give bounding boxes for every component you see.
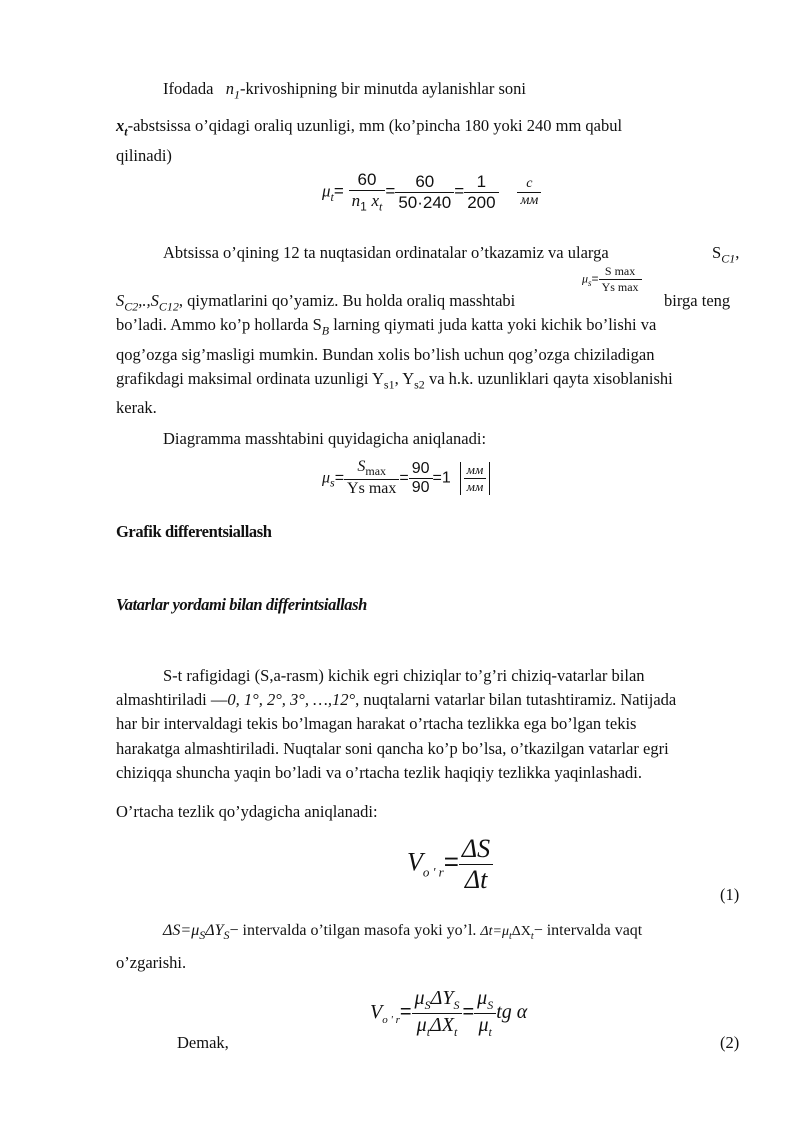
equals: = <box>385 181 396 201</box>
den-x: x <box>371 191 380 210</box>
paragraph-delta <box>163 922 642 943</box>
dy-sub: S <box>223 928 230 943</box>
text-line3-rest: larning qiymati juda katta yoki kichik bo’lishi va <box>329 315 657 334</box>
fraction-denominator: Ys max <box>601 280 639 294</box>
dash: − <box>533 922 543 939</box>
paragraph-ifodada <box>163 76 526 107</box>
fraction-numerator <box>474 987 496 1014</box>
v-sub: o ' r <box>422 864 444 880</box>
text-line3: bo’ladi. Ammo ko’p hollarda S <box>116 315 322 334</box>
paragraph-diagramma <box>163 426 486 451</box>
text-line1: S-t rafigidagi (S,a-rasm) kichik egri chiziqlar to’g’ri chiziq-vatarlar bilan <box>163 666 645 685</box>
dt-sub: t <box>509 931 512 943</box>
text2: intervalda vaqt <box>546 922 643 939</box>
fraction-numerator: 1 <box>464 172 498 193</box>
text-line5: chiziqqa shuncha yaqin bo’ladi va o’rtacha tezlik haqiqiy tezlikka yaqinlashadi. <box>116 762 642 782</box>
mu: μ <box>416 1014 427 1036</box>
fraction-denominator: Ys max <box>347 480 397 498</box>
fraction-smax-ysmax <box>344 458 399 498</box>
formula-mu-s: $\mu_s=$ $\frac{S_{max}}{\text{Ys max}}$ = $\frac{90}{90}$ =1 $\frac{мм}{мм}$ <box>322 458 490 498</box>
mu-sub: S <box>487 998 494 1012</box>
text-line4: harakatga almashtiriladi. Nuqtalar soni qancha ko’p bo’lsa, o’tkazilgan vatarlar egri <box>116 738 669 758</box>
mu-sub: s <box>588 278 592 289</box>
text-line3: har bir intervaldagi tekis bo’lmagan harakat o’rtacha tezlikka ega bo’lgan tekis <box>116 714 637 734</box>
v-letter: V <box>370 1001 383 1024</box>
points-list: 0, 1°, 2°, 3°, …,12° <box>227 690 356 710</box>
unit-mm-mm <box>464 462 487 495</box>
fraction-numerator: 60 <box>395 172 454 193</box>
text-line6: kerak. <box>116 398 157 418</box>
mu: μ <box>477 987 488 1009</box>
text-end: birga teng <box>664 291 731 310</box>
text-line4: qog’ozga sig’masligi mumkin. Bundan xolis bo’lish uchun qog’ozga chiziladigan <box>116 344 655 364</box>
var-x-sub: t <box>124 124 128 139</box>
v-sub: o ' r <box>382 1014 400 1027</box>
separator: ,., <box>138 291 151 310</box>
s-letter: S <box>357 458 366 475</box>
paragraph-ortacha <box>116 799 378 824</box>
s-sub: C1 <box>721 251 736 266</box>
text-birga-teng <box>664 288 730 313</box>
equals: = <box>333 181 344 201</box>
text-line2: , qiymatlarini qo’yamiz. Bu holda oraliq masshtabi <box>178 291 516 310</box>
text-line2: qilinadi) <box>116 145 172 165</box>
equals: = <box>454 181 465 201</box>
ys2-sub: s2 <box>414 377 425 391</box>
dy-expr: ΔY <box>205 922 224 939</box>
formula-v-or: $V_{o ' r}=$ $\frac{\Delta S}{\Delta t}$ <box>407 834 493 895</box>
fraction-denominator: Δt <box>464 865 488 894</box>
fraction-denominator <box>412 1014 463 1040</box>
fraction-numerator <box>412 987 463 1014</box>
mu: μ <box>414 987 425 1009</box>
mu-symbol: μ <box>322 181 331 201</box>
mu: μ <box>478 1014 489 1036</box>
fraction-numerator: ΔS <box>459 834 493 865</box>
fraction-60-50x240 <box>395 172 454 213</box>
unit-c-mm <box>517 176 541 209</box>
v-letter: V <box>407 847 423 877</box>
text-line5a: grafikdagi maksimal ordinata uzunligi Y <box>116 368 384 388</box>
text-line1: Abtsissa o’qining 12 ta nuqtasidan ordinatalar o’tkazamiz va ularga <box>163 243 609 262</box>
den-x-sub: t <box>379 199 383 214</box>
mu-sub: S <box>424 998 431 1012</box>
text-line5b: , Y <box>394 368 415 388</box>
text-line2b: , nuqtalarni vatarlar bilan tutashtiramiz. Natijada <box>355 690 677 710</box>
text-demak: Demak, <box>177 1033 229 1052</box>
text-intro: Ifodada <box>163 79 214 98</box>
heading-grafik: Grafik differentsiallash <box>116 522 272 541</box>
text-rest: -krivoshipning bir minutda aylanishlar soni <box>240 79 526 98</box>
s-letter: S <box>712 243 722 262</box>
text-line2a: almashtiriladi — <box>116 690 228 710</box>
fraction-ds-dt <box>459 834 493 895</box>
equation-number-2: (2) <box>720 1033 740 1052</box>
fraction-mus-dys-mut-dxt <box>412 987 463 1040</box>
ds-expr: ΔS=μ <box>163 922 200 939</box>
dx-expr: ΔX <box>511 924 531 939</box>
text1: intervalda o’tilgan masofa yoki yo’l. <box>242 922 477 939</box>
fraction-1-200 <box>464 172 498 213</box>
text: Diagramma masshtabini quyidagicha aniqlanadi: <box>163 429 487 448</box>
fraction-denominator <box>474 1014 496 1040</box>
ds-sub: S <box>199 928 206 943</box>
fraction-numerator <box>344 458 399 480</box>
fraction-numerator: 90 <box>409 460 433 479</box>
s-sub: C2 <box>124 299 139 314</box>
var-n-sub: 1 <box>234 87 241 102</box>
unit-bracket <box>460 462 491 495</box>
fraction-denominator: 90 <box>411 478 430 496</box>
paragraph-abtsissa-line1 <box>163 240 609 265</box>
s-letter: S <box>150 291 159 310</box>
s-sub: C12 <box>158 299 179 314</box>
mu-symbol: μ <box>582 271 589 286</box>
tg-alpha: tg α <box>496 1001 528 1024</box>
sc1-label <box>712 240 739 271</box>
text-line5c: va h.k. uzunliklari qayta xisoblanishi <box>424 368 673 388</box>
unit-denominator: мм <box>520 192 539 208</box>
text-line1: -abstsissa o’qidagi oraliq uzunligi, mm (ko’pincha 180 yoki 240 mm qabul <box>127 116 623 135</box>
dy: ΔY <box>430 987 454 1009</box>
fraction-smax-ysmax <box>599 264 642 295</box>
unit-numerator: мм <box>464 462 487 479</box>
fraction-numerator: 60 <box>349 170 386 191</box>
fraction-90-90 <box>409 460 433 497</box>
dx-sub: t <box>530 931 534 943</box>
s-sub: max <box>365 464 387 479</box>
fraction-denominator: 50·240 <box>398 192 452 212</box>
mu-sub: t <box>488 1025 492 1039</box>
fraction-denominator <box>349 191 386 214</box>
comma: , <box>735 243 740 262</box>
result: 1 <box>441 469 451 487</box>
fraction-60-n1xt <box>349 170 386 214</box>
text-ozgarishi: o’zgarishi. <box>116 953 187 972</box>
paragraph-abtsissa-rest <box>116 313 742 420</box>
mu-sub: t <box>330 190 334 205</box>
fraction-numerator: S max <box>599 264 642 280</box>
var-x: x <box>116 116 125 135</box>
mu-sub: s <box>330 475 335 490</box>
dt-expr: Δt=μ <box>480 924 510 939</box>
mu-sub: t <box>426 1025 431 1039</box>
paragraph-s-t <box>116 664 742 785</box>
ys1-sub: s1 <box>383 377 395 391</box>
dx: ΔX <box>430 1014 455 1036</box>
formula-v-or-tg: $V_{o ' r}=$ $\frac{\mu_S\Delta Y_S}{\mu_t\Delta X_t}$ = $\frac{\mu_S}{\mu_t}$ tg α <box>370 987 528 1039</box>
paragraph-abstsissa <box>116 114 742 168</box>
heading-vatarlar: Vatarlar yordami bilan differintsiallash <box>116 595 367 614</box>
s-b-sub: B <box>321 323 330 338</box>
s-letter: S <box>116 291 125 310</box>
den-n: n <box>351 191 361 210</box>
dy-sub: S <box>453 998 460 1012</box>
fraction-denominator: 200 <box>467 192 496 212</box>
dx-sub: t <box>454 1025 458 1039</box>
unit-denominator: мм <box>466 478 484 494</box>
unit-numerator: c <box>517 176 541 193</box>
dash: − <box>229 922 239 939</box>
var-n: n <box>225 79 235 98</box>
fraction-mus-mut <box>474 987 496 1040</box>
formula-mu-t <box>322 170 541 214</box>
mu-symbol: μ <box>322 469 331 487</box>
text: O’rtacha tezlik qo’ydagicha aniqlanadi: <box>116 802 378 821</box>
equation-number-1: (1) <box>720 885 740 904</box>
den-n-sub: 1 <box>360 199 367 214</box>
mini-formula-mu-s: $\mu_s=$ $\frac{\text{S max}}{\text{Ys max}}$ <box>582 264 642 295</box>
